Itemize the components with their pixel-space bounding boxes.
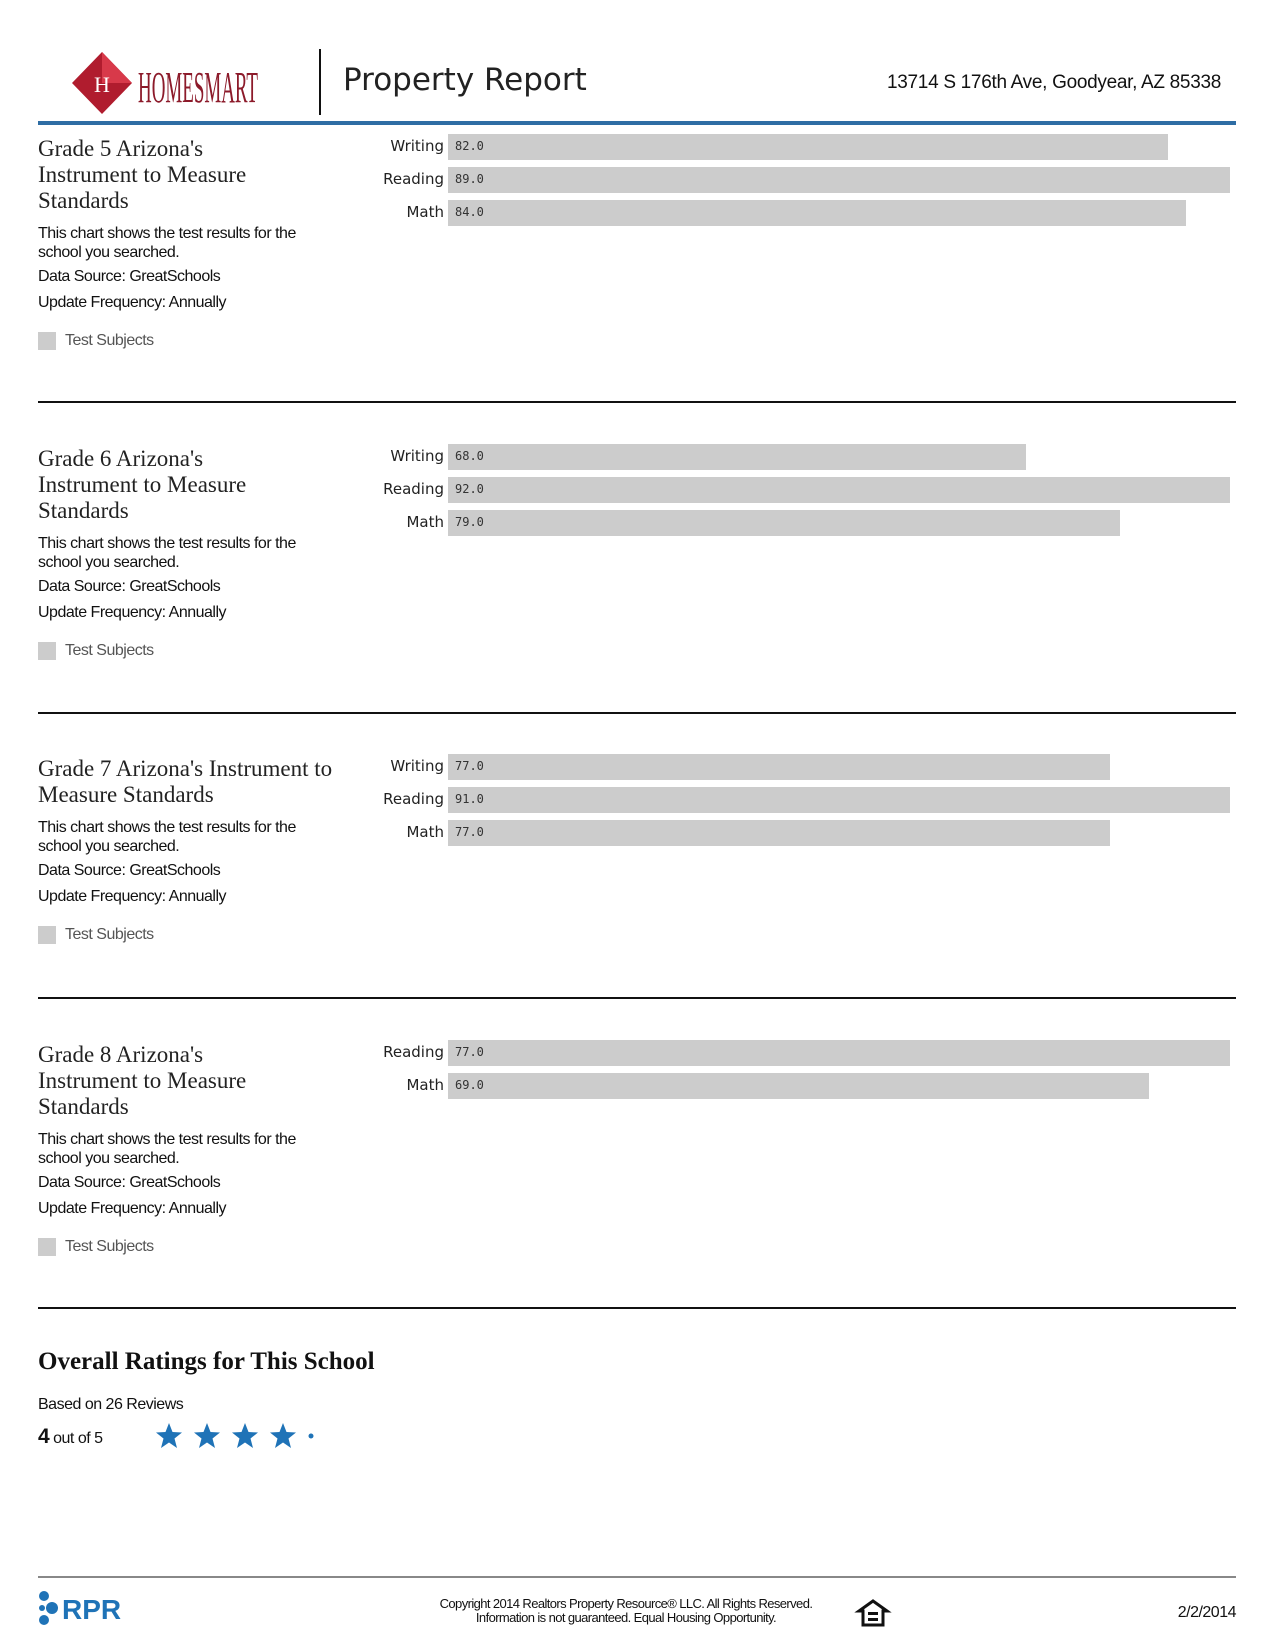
chart-legend [38, 332, 154, 350]
rating-suffix: out of 5 [49, 1430, 103, 1447]
equal-housing-icon [857, 1599, 889, 1632]
chart-title: Grade 5 Arizona's Instrument to Measure Standards [38, 136, 247, 213]
chart-description: This chart shows the test results for the school you searched. [38, 1131, 296, 1167]
report-title: Property Report [343, 62, 587, 98]
chart-description: This chart shows the test results for the school you searched. [38, 819, 296, 855]
bar-value-label: 69.0 [455, 1078, 484, 1092]
bar [448, 1073, 1149, 1099]
bar [448, 820, 1110, 846]
section-separator [38, 997, 1236, 999]
star-empty-icon [307, 1422, 315, 1450]
svg-text:H: H [94, 72, 110, 97]
property-address: 13714 S 176th Ave, Goodyear, AZ 85338 [887, 72, 1221, 93]
footer-rule [38, 1576, 1236, 1578]
bar [448, 1040, 1230, 1066]
bar-label: Math [406, 203, 444, 221]
bar-value-label: 92.0 [455, 482, 484, 496]
bar-value-label: 77.0 [455, 759, 484, 773]
legend-label: Test Subjects [65, 1238, 154, 1255]
legend-label: Test Subjects [65, 332, 154, 349]
chart-description: This chart shows the test results for the school you searched. [38, 535, 296, 571]
svg-text:HOMESMART: HOMESMART [138, 63, 259, 112]
copyright-line-1: Copyright 2014 Realtors Property Resource® LLC. All Rights Reserved. [439, 1596, 813, 1611]
bar [448, 787, 1230, 813]
section-separator [38, 1307, 1236, 1309]
bar-label: Reading [383, 480, 444, 498]
bar-label: Reading [383, 170, 444, 188]
bar-label: Math [406, 513, 444, 531]
legend-label: Test Subjects [65, 926, 154, 943]
chart-legend [38, 926, 154, 944]
bar [448, 754, 1110, 780]
bar [448, 477, 1230, 503]
bar-value-label: 91.0 [455, 792, 484, 806]
bar [448, 444, 1026, 470]
legend-label: Test Subjects [65, 642, 154, 659]
bar-value-label: 84.0 [455, 205, 484, 219]
svg-text:RPR: RPR [62, 1594, 122, 1625]
bar-label: Reading [383, 1043, 444, 1061]
bar-value-label: 89.0 [455, 172, 484, 186]
header-divider [319, 49, 321, 115]
chart-title: Grade 7 Arizona's Instrument to Measure Standards [38, 756, 333, 807]
bar-label: Math [406, 823, 444, 841]
data-source: Data Source: GreatSchools [38, 862, 221, 879]
rpr-logo [38, 1588, 138, 1633]
data-source: Data Source: GreatSchools [38, 268, 221, 285]
bar-label: Math [406, 1076, 444, 1094]
bar-label: Writing [390, 137, 444, 155]
legend-swatch [38, 926, 56, 944]
copyright-line-2: Information is not guaranteed. Equal Housing Opportunity. [475, 1610, 777, 1625]
rating-text [38, 1425, 103, 1449]
update-frequency: Update Frequency: Annually [38, 294, 227, 311]
chart-legend [38, 1238, 154, 1256]
bar-value-label: 82.0 [455, 139, 484, 153]
review-count: Based on 26 Reviews [38, 1396, 184, 1413]
data-source: Data Source: GreatSchools [38, 578, 221, 595]
rating-value: 4 [38, 1425, 50, 1448]
bar-value-label: 68.0 [455, 449, 484, 463]
bar-label: Writing [390, 447, 444, 465]
homesmart-logo [70, 50, 280, 116]
header-rule [38, 121, 1236, 125]
bar-value-label: 77.0 [455, 825, 484, 839]
update-frequency: Update Frequency: Annually [38, 604, 227, 621]
section-separator [38, 712, 1236, 714]
bar [448, 200, 1186, 226]
bar [448, 510, 1120, 536]
chart-title: Grade 8 Arizona's Instrument to Measure Standards [38, 1042, 247, 1119]
bar-label: Writing [390, 757, 444, 775]
update-frequency: Update Frequency: Annually [38, 888, 227, 905]
bar-value-label: 77.0 [455, 1045, 484, 1059]
star-filled-icon [193, 1422, 221, 1450]
bar [448, 167, 1230, 193]
chart-title: Grade 6 Arizona's Instrument to Measure Standards [38, 446, 247, 523]
star-rating [155, 1422, 325, 1450]
section-separator [38, 401, 1236, 403]
star-filled-icon [155, 1422, 183, 1450]
legend-swatch [38, 642, 56, 660]
star-filled-icon [269, 1422, 297, 1450]
data-source: Data Source: GreatSchools [38, 1174, 221, 1191]
footer-date: 2/2/2014 [1177, 1604, 1236, 1621]
copyright-text [426, 1597, 826, 1625]
bar-label: Reading [383, 790, 444, 808]
bar [448, 134, 1168, 160]
overall-ratings-title: Overall Ratings for This School [38, 1348, 375, 1375]
legend-swatch [38, 1238, 56, 1256]
update-frequency: Update Frequency: Annually [38, 1200, 227, 1217]
chart-legend [38, 642, 154, 660]
chart-description: This chart shows the test results for the school you searched. [38, 225, 296, 261]
star-filled-icon [231, 1422, 259, 1450]
legend-swatch [38, 332, 56, 350]
bar-value-label: 79.0 [455, 515, 484, 529]
